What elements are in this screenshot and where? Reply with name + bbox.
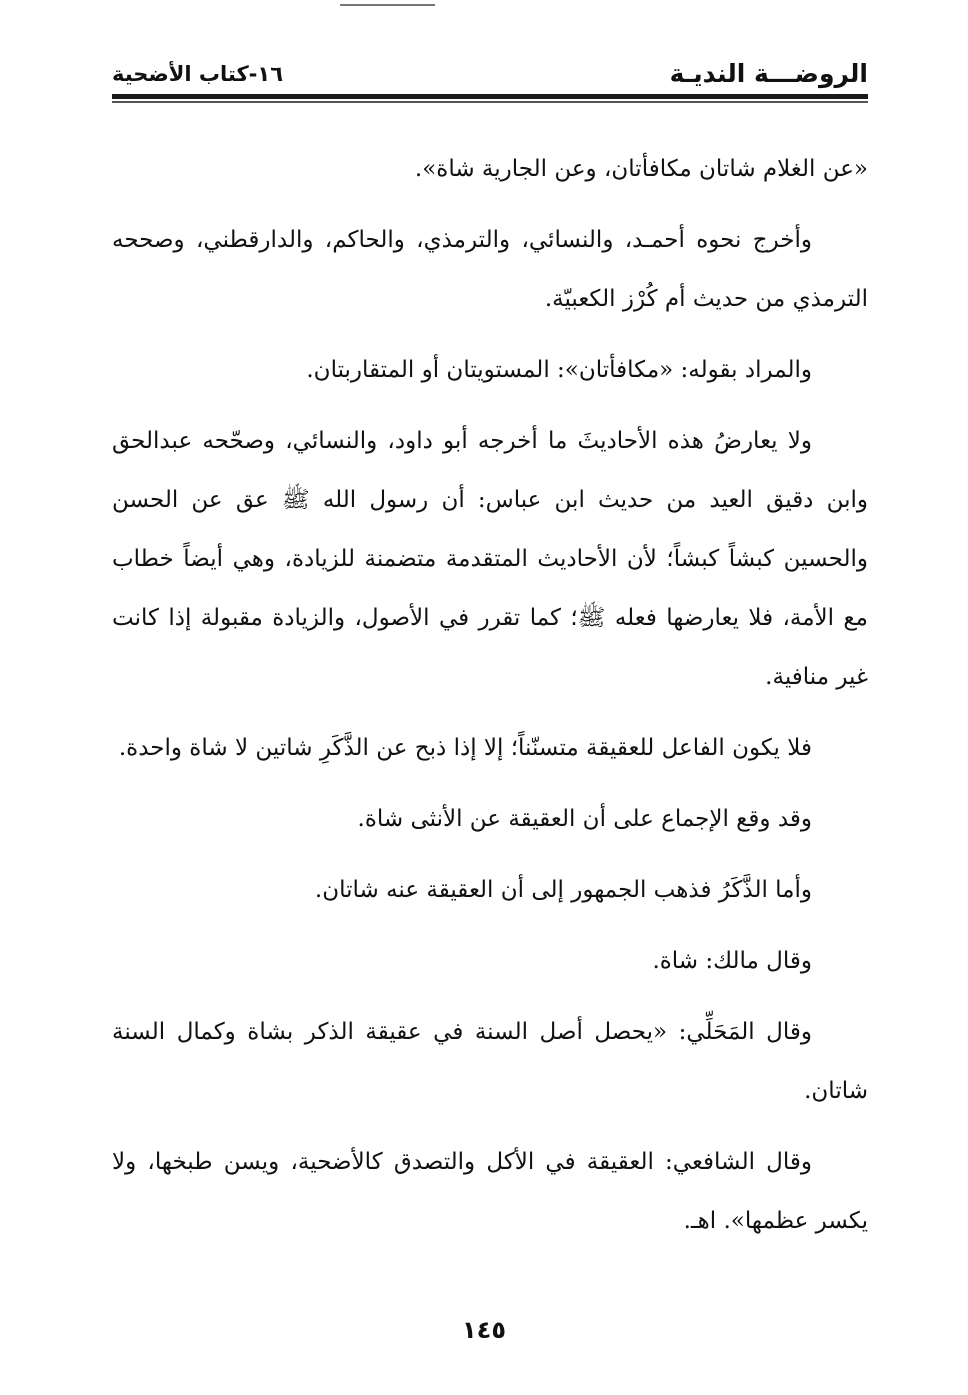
paragraph: ولا يعارضُ هذه الأحاديثَ ما أخرجه أبو داود، والنسائي، وصحّحه عبدالحق وابن دقيق العيد من حديث ابن عباس: أن رسول الله ﷺ عق عن الحسن والحسين كبشاً كبشاً؛ لأن الأحاديث المتقدمة متضمنة للزيادة، وهي أيضاً خطاب مع الأمة، فلا يعارضها فعله ﷺ؛ كما تقرر في الأصول، والزيادة مقبولة إذا كانت غير منافية. (112, 428, 868, 690)
paragraph: وقال الشافعي: العقيقة في الأكل والتصدق كالأضحية، ويسن طبخها، ولا يكسر عظمها». اهـ. (112, 1149, 868, 1234)
header-rule-thin (112, 101, 868, 103)
paragraph: وأما الذَّكَرُ فذهب الجمهور إلى أن العقيقة عنه شاتان. (314, 877, 812, 903)
paragraph: فلا يكون الفاعل للعقيقة متسنّناً؛ إلا إذا ذبح عن الذَّكَرِ شاتين لا شاة واحدة. (118, 735, 812, 761)
paragraph: وقال المَحَلِّي: «يحصل أصل السنة في عقيقة الذكر بشاة وكمال السنة شاتان. (112, 1019, 868, 1104)
paragraph: وقال مالك: شاة. (652, 948, 812, 974)
page-number: ١٤٥ (462, 1316, 506, 1344)
paragraph: والمراد بقوله: «مكافأتان»: المستويتان أو المتقاربتان. (306, 357, 812, 383)
paragraph: «عن الغلام شاتان مكافأتان، وعن الجارية شاة». (414, 156, 868, 182)
scan-mark (340, 4, 435, 6)
running-header (112, 54, 868, 94)
paragraph: وقد وقع الإجماع على أن العقيقة عن الأنثى شاة. (357, 806, 812, 832)
book-title: الروضـــة النديـة (669, 59, 868, 88)
chapter-title: ١٦-كتاب الأضحية (112, 62, 284, 86)
main-text (112, 140, 868, 1263)
header-rule (112, 94, 868, 99)
paragraph: وأخرج نحوه أحمـد، والنسائي، والترمذي، والحاكم، والدارقطني، وصححه الترمذي من حديث أم كُرْز الكعبيّة. (112, 227, 868, 312)
